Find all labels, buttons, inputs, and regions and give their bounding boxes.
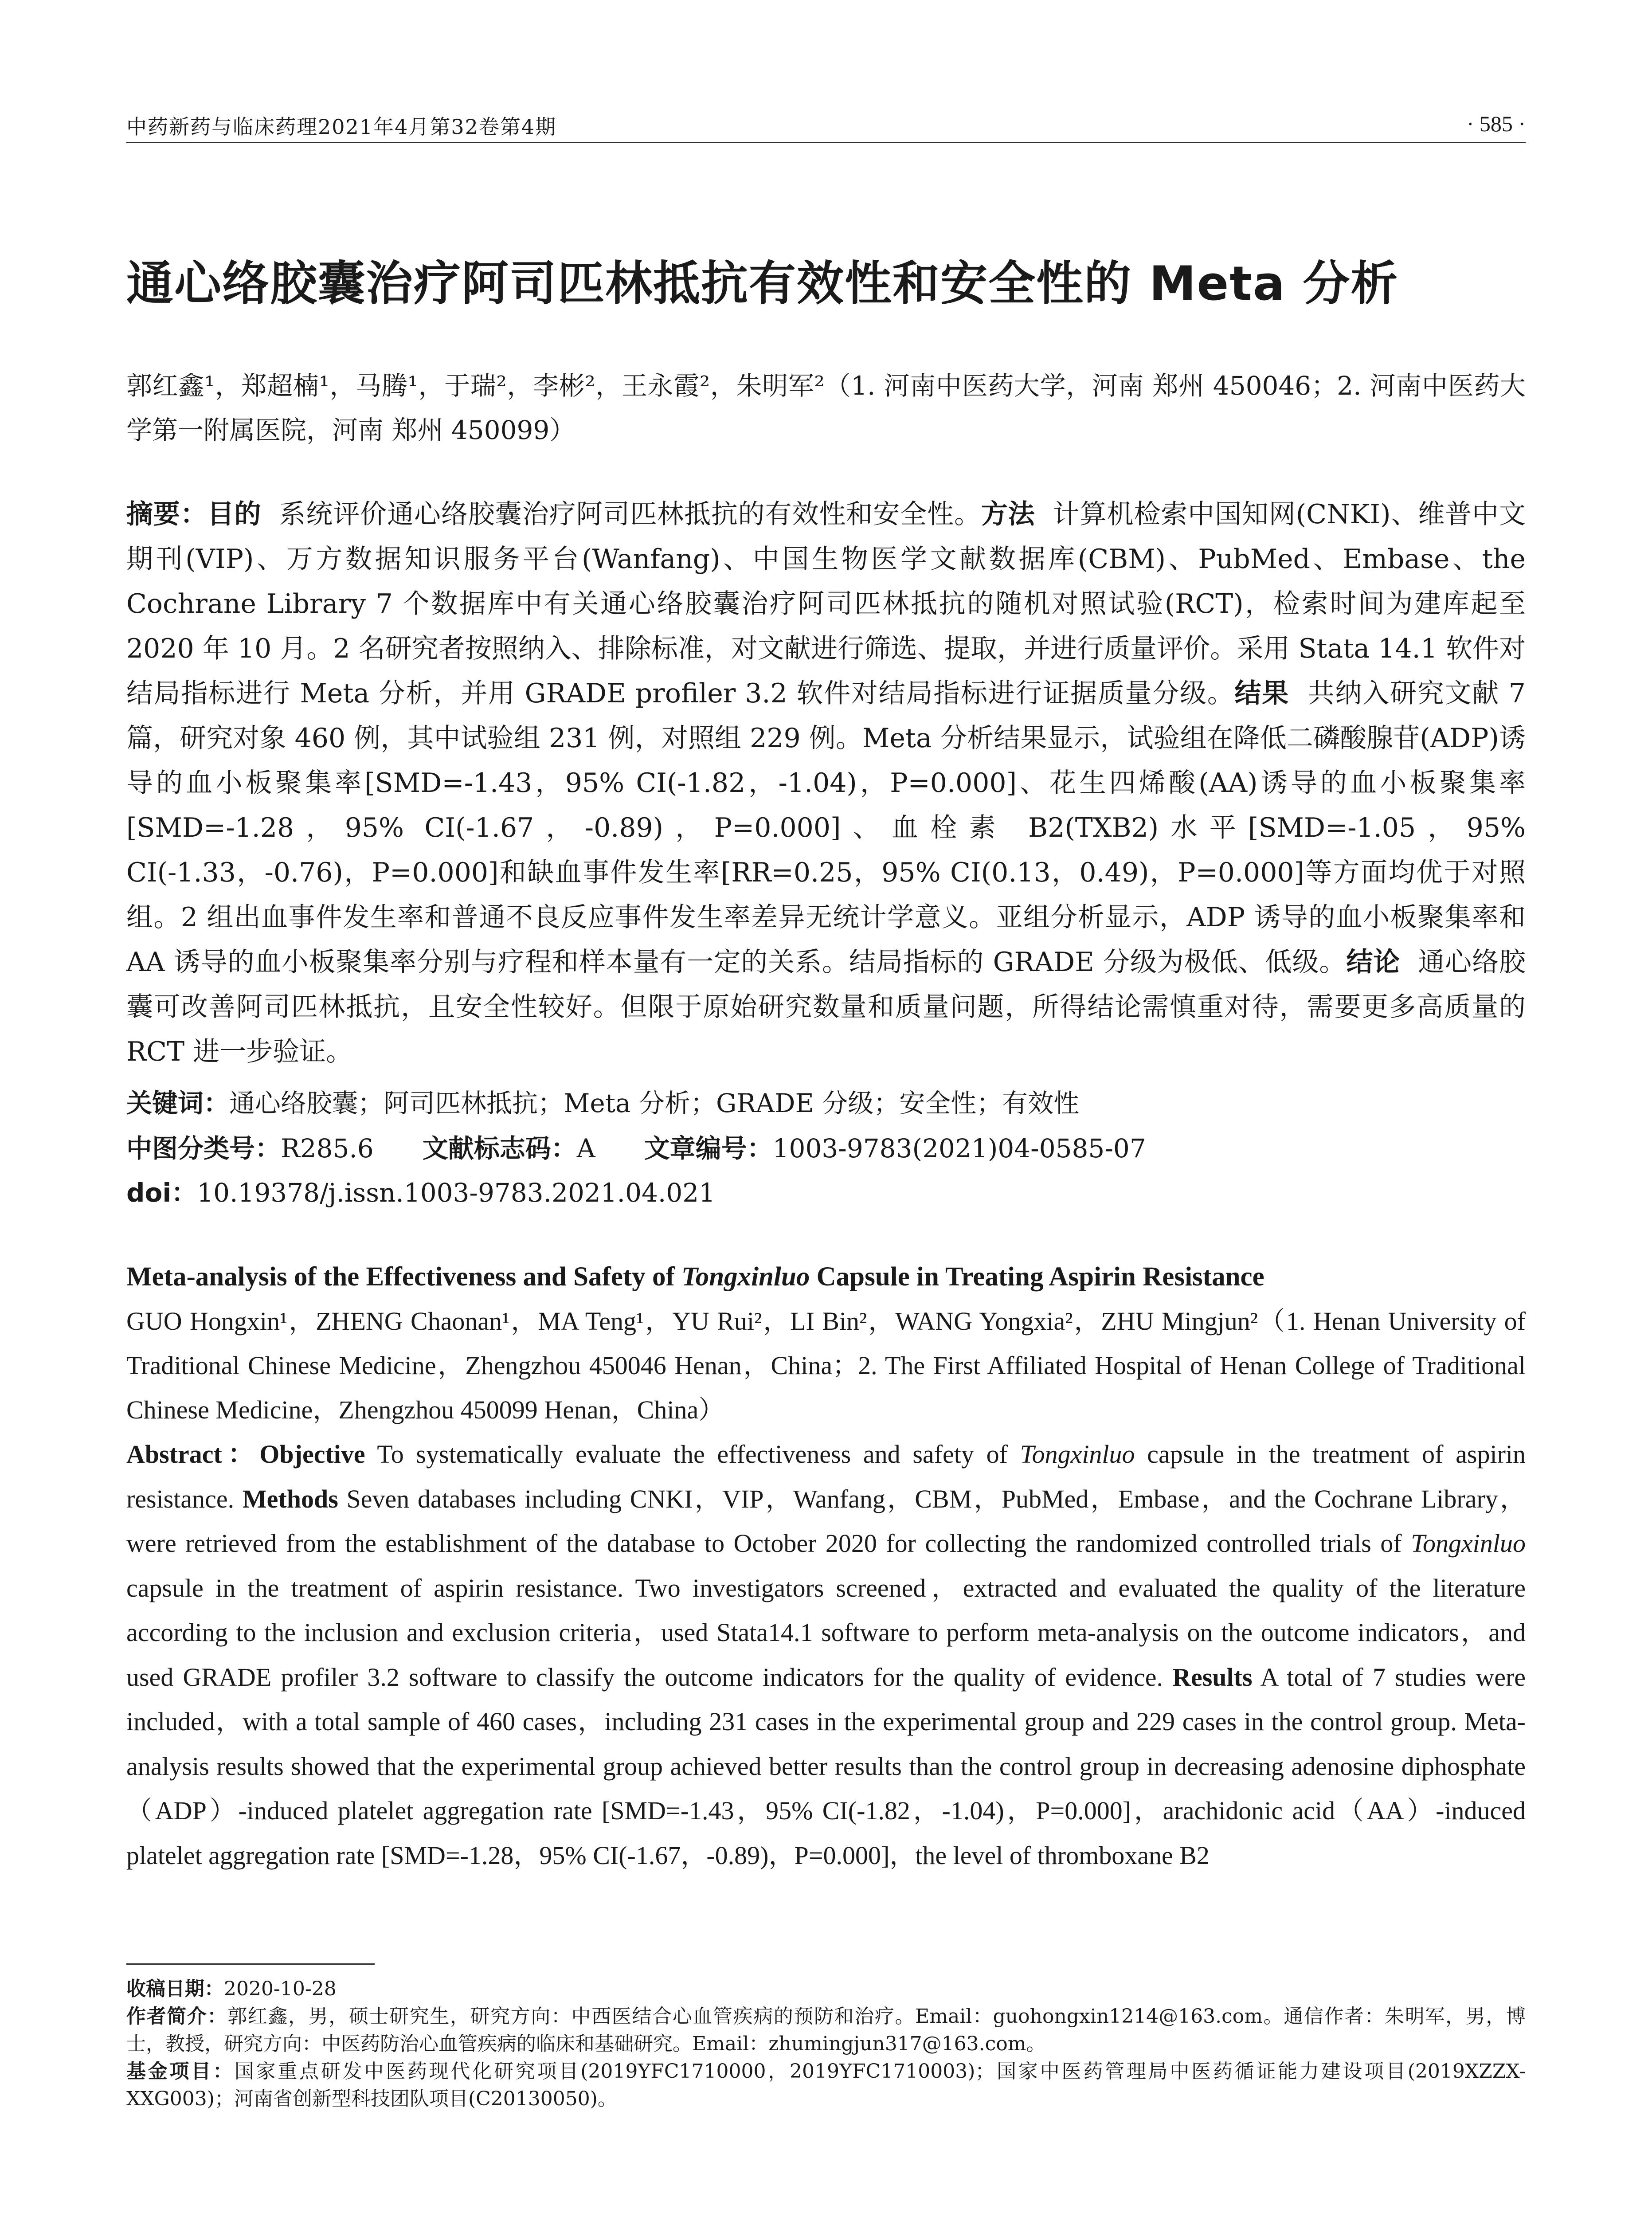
methods-label: 方法 <box>981 499 1035 530</box>
results-label: 结果 <box>1234 678 1290 709</box>
doc-code-value: A <box>576 1133 595 1163</box>
classification-line <box>126 1126 1526 1171</box>
abstract-en-label: Abstract： <box>126 1440 260 1469</box>
objective-text: 系统评价通心络胶囊治疗阿司匹林抵抗的有效性和安全性。 <box>279 499 981 530</box>
title-en-part: Capsule in Treating Aspirin Resistance <box>810 1262 1264 1292</box>
running-header <box>126 111 1526 143</box>
author-bio-label: 作者简介： <box>126 2005 228 2028</box>
footnote-author <box>126 2003 1526 2058</box>
methods-en-text: Seven databases including CNKI，VIP，Wanfang，CBM，PubMed，Embase，and the Cochrane Library，were retrieved from the establishment of the database to October 2020 for collecting the randomized controlled trials of <box>126 1484 1526 1558</box>
clc-label: 中图分类号： <box>126 1133 281 1163</box>
abstract-en <box>126 1432 1526 1878</box>
keywords <box>126 1081 1526 1125</box>
doi-value: 10.19378/j.issn.1003-9783.2021.04.021 <box>197 1178 716 1208</box>
article-no-value: 1003-9783(2021)04-0585-07 <box>772 1133 1146 1163</box>
title-en-italic: Tongxinluo <box>681 1262 810 1292</box>
objective-en-text: To systematically evaluate the effectiveness and safety of <box>365 1440 1020 1469</box>
abstract-cn <box>126 492 1526 1074</box>
methods-en-label: Methods <box>242 1484 338 1513</box>
fund-label: 基金项目： <box>126 2060 235 2083</box>
footnote-divider <box>126 1963 375 1965</box>
conclusion-label: 结论 <box>1346 947 1401 978</box>
conclusion-text: 通心络胶囊可改善阿司匹林抵抗，且安全性较好。但限于原始研究数量和质量问题，所得结论需慎重对待，需要更多高质量的 RCT 进一步验证。 <box>126 947 1526 1067</box>
keywords-text: 通心络胶囊；阿司匹林抵抗；Meta 分析；GRADE 分级；安全性；有效性 <box>229 1088 1080 1118</box>
objective-en-text: capsule in the treatment of aspirin resistance. <box>126 1440 1526 1513</box>
objective-en-label: Objective <box>259 1440 365 1469</box>
authors-affiliations-cn: 郭红鑫¹，郑超楠¹，马腾¹，于瑞²，李彬²，王永霞²，朱明军²（1. 河南中医药大学，河南 郑州 450046；2. 河南中医药大学第一附属医院，河南 郑州 450099） <box>126 371 1526 445</box>
page-number: · 585 · <box>1466 111 1526 136</box>
results-en-text: A total of 7 studies were included，with a total sample of 460 cases，including 231 cases in the experimental group and 229 cases in the control group. Meta-analysis results showed that the experimental group achieved better results than the control group in decreasing adenosine diphosphate（ADP）-induced platelet aggregation rate [SMD=-1.43，95% CI(-1.82，-1.04)，P=0.000]，arachidonic acid（AA）-induced platelet aggregation rate [SMD=-1.28，95% CI(-1.67，-0.89)，P=0.000]，the level of thromboxane B2 <box>126 1662 1526 1870</box>
doi-label: doi： <box>126 1178 197 1208</box>
methods-en-text: capsule in the treatment of aspirin resistance. Two investigators screened，extracted and evaluated the quality of the literature according to the inclusion and exclusion criteria，used Stata14.1 software to perform meta-analysis on the outcome indicators，and used GRADE profiler 3.2 software to classify the outcome indicators for the quality of evidence. <box>126 1573 1526 1692</box>
title-en-part: Meta-analysis of the Effectiveness and Safety of <box>126 1262 682 1292</box>
article-title-cn: 通心络胶囊治疗阿司匹林抵抗有效性和安全性的 Meta 分析 <box>126 256 1399 311</box>
author-bio-text: 郭红鑫，男，硕士研究生，研究方向：中西医结合心血管疾病的预防和治疗。Email：guohongxin1214@163.com。通信作者：朱明军，男，博士，教授，研究方向：中医药防治心血管疾病的临床和基础研究。Email：zhumingjun317@163.com。 <box>126 2005 1526 2055</box>
results-en-label: Results <box>1172 1662 1253 1692</box>
objective-en-italic: Tongxinluo <box>1020 1440 1135 1469</box>
keywords-label: 关键词： <box>126 1088 230 1118</box>
clc-value: R285.6 <box>281 1133 374 1163</box>
doi-line <box>126 1171 1526 1215</box>
footnotes <box>126 1975 1526 2113</box>
abstract-label: 摘要： <box>126 499 207 530</box>
doc-code-label: 文献标志码： <box>422 1133 577 1163</box>
objective-label: 目的 <box>207 499 262 530</box>
journal-name: 中药新药与临床药理2021年4月第32卷第4期 <box>126 115 557 139</box>
footnote-fund <box>126 2058 1526 2113</box>
authors-affiliations-en: GUO Hongxin¹，ZHENG Chaonan¹，MA Teng¹，YU Rui²，LI Bin²，WANG Yongxia²，ZHU Mingjun²（1. Henan University of Traditional Chinese Medicine，Zhengzhou 450046 Henan，China；2. The First Affiliated Hospital of Henan College of Traditional Chinese Medicine，Zhengzhou 450099 Henan，China） <box>126 1307 1526 1424</box>
article-title-en <box>126 1255 1526 1299</box>
received-label: 收稿日期： <box>126 1978 224 2000</box>
article-no-label: 文章编号： <box>644 1133 773 1163</box>
footnote-received <box>126 1975 1526 2003</box>
received-date: 2020-10-28 <box>224 1978 337 2000</box>
methods-text: 计算机检索中国知网(CNKI)、维普中文期刊(VIP)、万方数据知识服务平台(Wanfang)、中国生物医学文献数据库(CBM)、PubMed、Embase、the Cochrane Library 7 个数据库中有关通心络胶囊治疗阿司匹林抵抗的随机对照试验(RCT)，检索时间为建库起至 2020 年 10 月。2 名研究者按照纳入、排除标准，对文献进行筛选、提取，并进行质量评价。采用 Stata 14.1 软件对结局指标进行 Meta 分析，并用 GRADE profiler 3.2 软件对结局指标进行证据质量分级。 <box>126 499 1526 709</box>
results-text: 共纳入研究文献 7 篇，研究对象 460 例，其中试验组 231 例，对照组 229 例。Meta 分析结果显示，试验组在降低二磷酸腺苷(ADP)诱导的血小板聚集率[SMD=-1.43，95% CI(-1.82，-1.04)，P=0.000]、花生四烯酸(AA)诱导的血小板聚集率[SMD=-1.28，95% CI(-1.67，-0.89)，P=0.000]、血栓素 B2(TXB2)水平[SMD=-1.05，95% CI(-1.33，-0.76)，P=0.000]和缺血事件发生率[RR=0.25，95% CI(0.13，0.49)，P=0.000]等方面均优于对照组。2 组出血事件发生率和普通不良反应事件发生率差异无统计学意义。亚组分析显示，ADP 诱导的血小板聚集率和 AA 诱导的血小板聚集率分别与疗程和样本量有一定的关系。结局指标的 GRADE 分级为极低、低级。 <box>126 678 1526 978</box>
fund-text: 国家重点研发中医药现代化研究项目(2019YFC1710000，2019YFC1710003)；国家中医药管理局中医药循证能力建设项目(2019XZZX-XXG003)；河南省创新型科技团队项目(C20130050)。 <box>126 2060 1526 2110</box>
methods-en-italic: Tongxinluo <box>1411 1529 1526 1558</box>
